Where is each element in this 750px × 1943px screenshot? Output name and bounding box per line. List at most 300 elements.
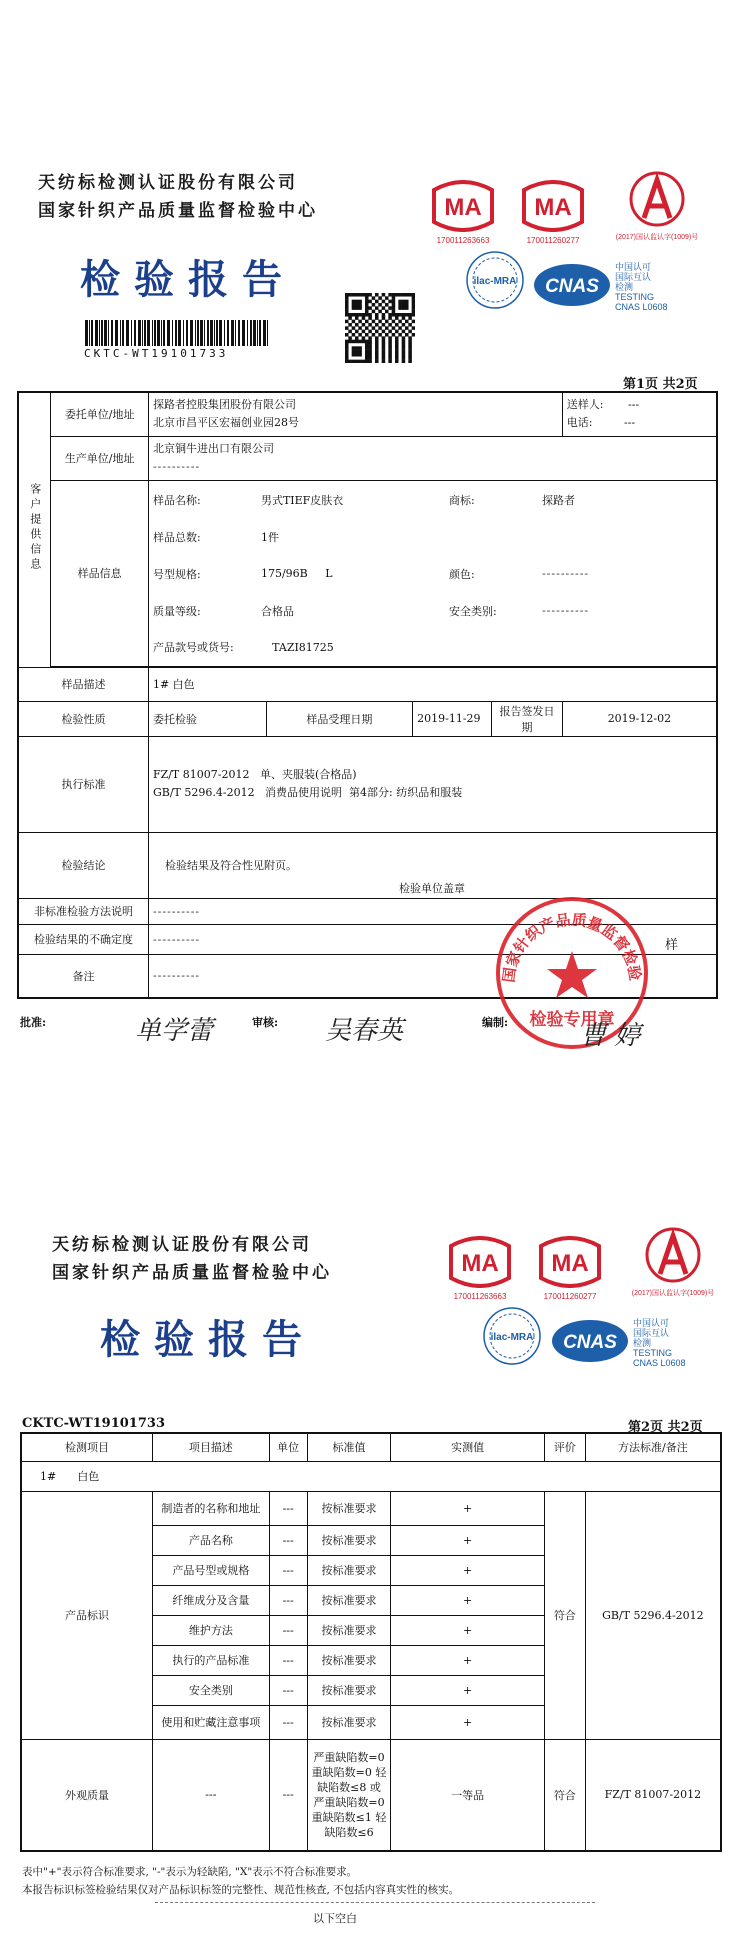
row-std: 按标准要求 xyxy=(307,1585,391,1615)
qr-module xyxy=(408,353,412,357)
row-measured: + xyxy=(391,1585,544,1615)
barcode-bar xyxy=(115,320,118,346)
qr-module xyxy=(352,293,356,297)
barcode-bar xyxy=(178,320,181,346)
qr-module xyxy=(345,356,349,360)
qr-module xyxy=(385,326,389,330)
qr-module xyxy=(405,313,409,317)
barcode-bar xyxy=(219,320,222,346)
barcode-bar xyxy=(126,320,129,346)
qr-module xyxy=(362,360,366,363)
qr-module xyxy=(388,346,392,350)
row-std: 按标准要求 xyxy=(307,1491,391,1525)
qr-module xyxy=(382,330,386,334)
qr-module xyxy=(345,340,349,344)
qr-module xyxy=(382,356,386,360)
qr-module xyxy=(378,320,382,324)
qr-module xyxy=(405,303,409,307)
qr-module xyxy=(408,293,412,297)
barcode-bar xyxy=(101,320,103,346)
qr-module xyxy=(388,360,392,363)
row-std: 按标准要求 xyxy=(307,1555,391,1585)
received-cell xyxy=(413,701,563,736)
qr-module xyxy=(375,350,379,354)
qr-module xyxy=(405,300,409,304)
qr-module xyxy=(372,310,376,314)
qr-module xyxy=(365,353,369,357)
qr-module xyxy=(368,343,372,347)
qr-module xyxy=(388,306,392,310)
qr-module xyxy=(362,293,366,297)
qr-module xyxy=(355,293,359,297)
qr-module xyxy=(398,333,402,337)
barcode-bar xyxy=(91,320,93,346)
item-no-row xyxy=(149,629,716,665)
qr-module xyxy=(408,316,412,320)
client-cell xyxy=(148,392,562,436)
qr-module xyxy=(352,313,356,317)
svg-text:MA: MA xyxy=(534,194,572,221)
qr-module xyxy=(412,333,415,337)
qr-module xyxy=(345,310,349,314)
qr-module xyxy=(348,360,352,363)
barcode-bar xyxy=(134,320,136,346)
row-std: 按标准要求 xyxy=(307,1525,391,1555)
qr-module xyxy=(382,316,386,320)
qr-module xyxy=(408,360,412,363)
qr-module xyxy=(362,330,366,334)
row-desc: 使用和贮藏注意事项 xyxy=(153,1705,270,1739)
qr-module xyxy=(382,313,386,317)
row-unit: --- xyxy=(269,1585,307,1615)
qr-module xyxy=(388,353,392,357)
client-label: 委托单位/地址 xyxy=(51,392,149,436)
qr-module xyxy=(355,300,359,304)
qr-module xyxy=(395,346,399,350)
qr-module xyxy=(352,340,356,344)
barcode-bar xyxy=(138,320,141,346)
qr-module xyxy=(355,350,359,354)
qr-module xyxy=(375,306,379,310)
qr-module xyxy=(362,340,366,344)
results-table xyxy=(20,1432,722,1852)
qr-module xyxy=(388,356,392,360)
svg-text:MA: MA xyxy=(551,1250,589,1277)
qr-module xyxy=(358,293,362,297)
barcode-bar xyxy=(111,320,113,346)
standard-label: 执行标准 xyxy=(18,736,148,832)
cal-logo-2: (2017)国认监认字(1009)号 xyxy=(628,1226,718,1296)
qr-module xyxy=(378,310,382,314)
color-label: 颜色: xyxy=(448,567,475,581)
barcode-bar xyxy=(238,320,240,346)
sender-cell xyxy=(562,392,717,436)
qr-code-icon xyxy=(345,293,415,363)
remark-value: ---------- xyxy=(148,954,717,998)
sample-info-label: 样品信息 xyxy=(51,480,149,666)
qr-module xyxy=(378,326,382,330)
barcode-bar xyxy=(204,320,205,346)
qr-module xyxy=(375,316,379,320)
qr-module xyxy=(365,306,369,310)
qr-module xyxy=(352,306,356,310)
barcode-bar xyxy=(167,320,170,346)
svg-text:ilac-MRA: ilac-MRA xyxy=(473,276,517,287)
qr-module xyxy=(358,306,362,310)
qr-module xyxy=(352,353,356,357)
qr-module xyxy=(392,310,396,314)
qr-module xyxy=(408,340,412,344)
qr-module xyxy=(345,333,349,337)
qr-module xyxy=(345,346,349,350)
barcode-bar xyxy=(152,320,153,346)
sample-name-label: 样品名称: xyxy=(152,493,201,507)
row-desc: 产品号型或规格 xyxy=(153,1555,270,1585)
barcode-bar xyxy=(190,320,193,346)
results-header-row xyxy=(21,1433,721,1461)
row-measured: + xyxy=(391,1645,544,1675)
row-std: 按标准要求 xyxy=(307,1615,391,1645)
qr-module xyxy=(382,336,386,340)
qr-module xyxy=(372,320,376,324)
qr-module xyxy=(352,346,356,350)
row-desc: 安全类别 xyxy=(153,1675,270,1705)
qr-module xyxy=(402,336,406,340)
divider-dashed xyxy=(155,1902,595,1903)
row-unit: --- xyxy=(269,1645,307,1675)
barcode-bar xyxy=(242,320,245,346)
row-unit: --- xyxy=(269,1675,307,1705)
company-name-2: 天纺标检测认证股份有限公司 xyxy=(52,1235,312,1255)
note-legend: 表中"+"表示符合标准要求, "-"表示为轻缺陷, "X"表示不符合标准要求。 xyxy=(22,1866,358,1878)
qr-module xyxy=(388,300,392,304)
qr-module xyxy=(388,340,392,344)
qr-module xyxy=(358,300,362,304)
qr-module xyxy=(405,306,409,310)
qr-module xyxy=(348,293,352,297)
svg-text:CNAS: CNAS xyxy=(563,1332,617,1353)
qr-module xyxy=(348,323,352,327)
qr-module xyxy=(402,313,406,317)
qr-module xyxy=(365,340,369,344)
company-name: 天纺标检测认证股份有限公司 xyxy=(38,173,298,193)
barcode-bar xyxy=(227,320,229,346)
qr-module xyxy=(348,313,352,317)
svg-text:MA: MA xyxy=(444,194,482,221)
item-no-label: 产品款号或货号: xyxy=(152,641,234,654)
barcode-bar xyxy=(253,320,256,346)
qr-module xyxy=(348,316,352,320)
qr-module xyxy=(382,340,386,344)
qr-module xyxy=(402,343,406,347)
qr-module xyxy=(395,336,399,340)
qr-module xyxy=(348,336,352,340)
qr-module xyxy=(345,306,349,310)
page-number-2: 第2页 共2页 xyxy=(628,1420,703,1435)
qr-module xyxy=(352,350,356,354)
barcode-bar xyxy=(131,320,132,346)
svg-text:国家针织产品质量监督检验中心: 国家针织产品质量监督检验 xyxy=(499,910,645,984)
side-label xyxy=(18,392,51,667)
cma-logo-4: MA 170011260277 xyxy=(535,1236,605,1296)
qr-module xyxy=(355,353,359,357)
sample-info-cell xyxy=(148,480,717,666)
row-unit: --- xyxy=(269,1555,307,1585)
report-title-2: 检验报告 xyxy=(100,1316,316,1363)
qr-module xyxy=(392,326,396,330)
qr-module xyxy=(372,326,376,330)
qr-module xyxy=(358,340,362,344)
qr-module xyxy=(395,313,399,317)
cnas-caption-2: 中国认可 国际互认 检测 TESTING CNAS L0608 xyxy=(633,1318,686,1368)
blank-below-text: 以下空白 xyxy=(313,1912,357,1925)
qr-module xyxy=(408,356,412,360)
barcode-bar xyxy=(197,320,199,346)
uncertainty-label: 检验结果的不确定度 xyxy=(18,924,148,954)
barcode-bar xyxy=(142,320,143,346)
desc-label: 样品描述 xyxy=(18,667,148,701)
qr-module xyxy=(352,320,356,324)
qr-module xyxy=(382,350,386,354)
qr-module xyxy=(362,323,366,327)
qr-module xyxy=(365,350,369,354)
qr-module xyxy=(402,293,406,297)
qr-module xyxy=(355,306,359,310)
received-date: 2019-11-29 xyxy=(413,702,492,736)
qr-module xyxy=(398,326,402,330)
brand-value: 探路者 xyxy=(541,493,575,507)
header-item: 检测项目 xyxy=(21,1433,153,1461)
qr-module xyxy=(375,330,379,334)
qr-module xyxy=(368,293,372,297)
group2-std: 严重缺陷数=0 重缺陷数=0 轻缺陷数≤8 或 严重缺陷数=0 重缺陷数≤1 轻缺陷数≤6 xyxy=(307,1739,391,1851)
barcode-bar xyxy=(216,320,218,346)
model-label: 号型规格: xyxy=(152,567,201,581)
qr-module xyxy=(345,320,349,324)
barcode-bar xyxy=(172,320,173,346)
qr-module xyxy=(375,353,379,357)
barcode-bar xyxy=(257,320,258,346)
qr-module xyxy=(412,326,415,330)
safety-label: 安全类别: xyxy=(448,604,497,618)
qr-module xyxy=(345,303,349,307)
qr-module xyxy=(382,353,386,357)
qr-module xyxy=(382,343,386,347)
qr-module xyxy=(405,326,409,330)
qr-module xyxy=(392,320,396,324)
barcode-bar xyxy=(154,320,156,346)
qr-module xyxy=(345,293,349,297)
qr-module xyxy=(358,360,362,363)
qr-module xyxy=(392,296,396,300)
row-std: 按标准要求 xyxy=(307,1645,391,1675)
qr-module xyxy=(402,303,406,307)
qr-module xyxy=(365,346,369,350)
qr-module xyxy=(345,360,349,363)
qr-module xyxy=(385,333,389,337)
qr-module xyxy=(362,336,366,340)
qr-module xyxy=(375,340,379,344)
qr-module xyxy=(405,293,409,297)
row-std: 按标准要求 xyxy=(307,1675,391,1705)
client-name: 探路者控股集团股份有限公司 xyxy=(152,398,296,412)
qr-module xyxy=(375,343,379,347)
header-eval: 评价 xyxy=(544,1433,585,1461)
qr-module xyxy=(352,300,356,304)
qr-module xyxy=(375,323,379,327)
qr-module xyxy=(412,310,415,314)
group2-unit: --- xyxy=(269,1739,307,1851)
barcode-bar xyxy=(263,320,266,346)
row-measured: + xyxy=(391,1615,544,1645)
qr-module xyxy=(345,296,349,300)
barcode-bar xyxy=(231,320,234,346)
cma-logo-2: MA 170011260277 xyxy=(518,180,588,240)
qr-module xyxy=(365,343,369,347)
group2-eval: 符合 xyxy=(544,1739,585,1851)
edit-signature: 曹 婷 xyxy=(580,1021,641,1051)
qr-module xyxy=(375,293,379,297)
qr-module xyxy=(385,303,389,307)
qr-module xyxy=(398,303,402,307)
qr-module xyxy=(355,303,359,307)
report-number: CKTC-WT19101733 xyxy=(22,1416,165,1431)
sender-label: 送样人: xyxy=(566,398,604,412)
row-measured: + xyxy=(391,1491,544,1525)
barcode-bar xyxy=(85,320,88,346)
row-desc: 制造者的名称和地址 xyxy=(153,1491,270,1525)
header-desc: 项目描述 xyxy=(153,1433,270,1461)
qr-module xyxy=(395,323,399,327)
group1-eval: 符合 xyxy=(544,1491,585,1739)
approve-label: 批准: xyxy=(20,1016,47,1029)
qr-module xyxy=(388,313,392,317)
desc-value: 1# 白色 xyxy=(148,667,717,701)
sender-value: --- xyxy=(628,398,640,412)
qr-module xyxy=(368,353,372,357)
standard-cell xyxy=(148,736,717,832)
report-title: 检验报告 xyxy=(80,256,296,303)
barcode-bar xyxy=(200,320,203,346)
qr-module xyxy=(358,320,362,324)
qr-module xyxy=(412,313,415,317)
qr-module xyxy=(392,333,396,337)
qr-module xyxy=(348,340,352,344)
qr-module xyxy=(388,293,392,297)
ilac-mra-logo-2 xyxy=(482,1306,542,1366)
qr-module xyxy=(355,346,359,350)
qr-module xyxy=(345,300,349,304)
barcode-bar xyxy=(207,320,209,346)
qr-module xyxy=(355,330,359,334)
qr-module xyxy=(412,293,415,297)
qr-module xyxy=(402,360,406,363)
qr-module xyxy=(412,300,415,304)
qr-module xyxy=(378,303,382,307)
qr-module xyxy=(395,340,399,344)
group1-method: GB/T 5296.4-2012 xyxy=(585,1491,721,1739)
qr-module xyxy=(358,303,362,307)
barcode-bar xyxy=(224,320,225,346)
qr-module xyxy=(385,310,389,314)
note-scope: 本报告标识标签检验结果仅对产品标识标签的完整性、规范性核查, 不包括内容真实性的核实。 xyxy=(22,1884,460,1896)
cnas-caption: 中国认可 国际互认 检测 TESTING CNAS L0608 xyxy=(615,262,668,312)
qr-module xyxy=(392,300,396,304)
conclusion-text: 检验结果及符合性见附页。 xyxy=(164,859,297,872)
row-std: 按标准要求 xyxy=(307,1705,391,1739)
qr-module xyxy=(352,360,356,363)
qr-module xyxy=(365,320,369,324)
page-number: 第1页 共2页 xyxy=(623,377,698,392)
group1-name: 产品标识 xyxy=(21,1491,153,1739)
barcode-bar xyxy=(120,320,121,346)
qr-module xyxy=(358,353,362,357)
qr-module xyxy=(345,313,349,317)
group2-desc: --- xyxy=(153,1739,270,1851)
cal-logo: (2017)国认监认字(1009)号 xyxy=(612,170,702,240)
cma-logo-3: MA 170011263663 xyxy=(445,1236,515,1296)
qr-module xyxy=(355,313,359,317)
svg-text:CNAS: CNAS xyxy=(545,276,599,297)
qr-module xyxy=(402,356,406,360)
nature-label: 检验性质 xyxy=(18,701,148,736)
seal-side-char: 样 xyxy=(665,938,679,953)
barcode-bar xyxy=(161,320,162,346)
qr-module xyxy=(365,296,369,300)
uncertainty-value: ---------- xyxy=(148,924,717,954)
qr-module xyxy=(395,356,399,360)
barcode-bar xyxy=(147,320,150,346)
report-page-2 xyxy=(0,1200,750,1943)
qr-module xyxy=(375,360,379,363)
issue-date: 2019-12-02 xyxy=(562,701,717,736)
qr-module xyxy=(402,346,406,350)
qr-module xyxy=(402,323,406,327)
cnas-logo xyxy=(532,262,612,308)
qr-module xyxy=(402,300,406,304)
review-label: 审核: xyxy=(252,1016,279,1029)
barcode-bar xyxy=(104,320,107,346)
qr-module xyxy=(408,323,412,327)
qr-module xyxy=(378,333,382,337)
qr-module xyxy=(388,316,392,320)
header-std: 标准值 xyxy=(307,1433,391,1461)
qr-module xyxy=(395,293,399,297)
sample-row: 1# 白色 xyxy=(21,1461,721,1491)
qr-module xyxy=(368,313,372,317)
header-measured: 实测值 xyxy=(391,1433,544,1461)
barcode-bar xyxy=(175,320,177,346)
qr-module xyxy=(352,326,356,330)
nature-value: 委托检验 xyxy=(148,701,266,736)
qr-module xyxy=(382,346,386,350)
barcode-bar xyxy=(183,320,184,346)
qr-module xyxy=(412,303,415,307)
qr-module xyxy=(368,336,372,340)
qr-module xyxy=(368,360,372,363)
row-unit: --- xyxy=(269,1525,307,1555)
qr-module xyxy=(375,313,379,317)
qr-module xyxy=(355,360,359,363)
barcode-bar xyxy=(122,320,124,346)
qr-module xyxy=(368,316,372,320)
row-measured: + xyxy=(391,1675,544,1705)
qr-module xyxy=(368,356,372,360)
grade-value: 合格品 xyxy=(260,604,294,618)
qr-module xyxy=(362,316,366,320)
producer-label: 生产单位/地址 xyxy=(51,436,149,480)
qr-module xyxy=(402,330,406,334)
